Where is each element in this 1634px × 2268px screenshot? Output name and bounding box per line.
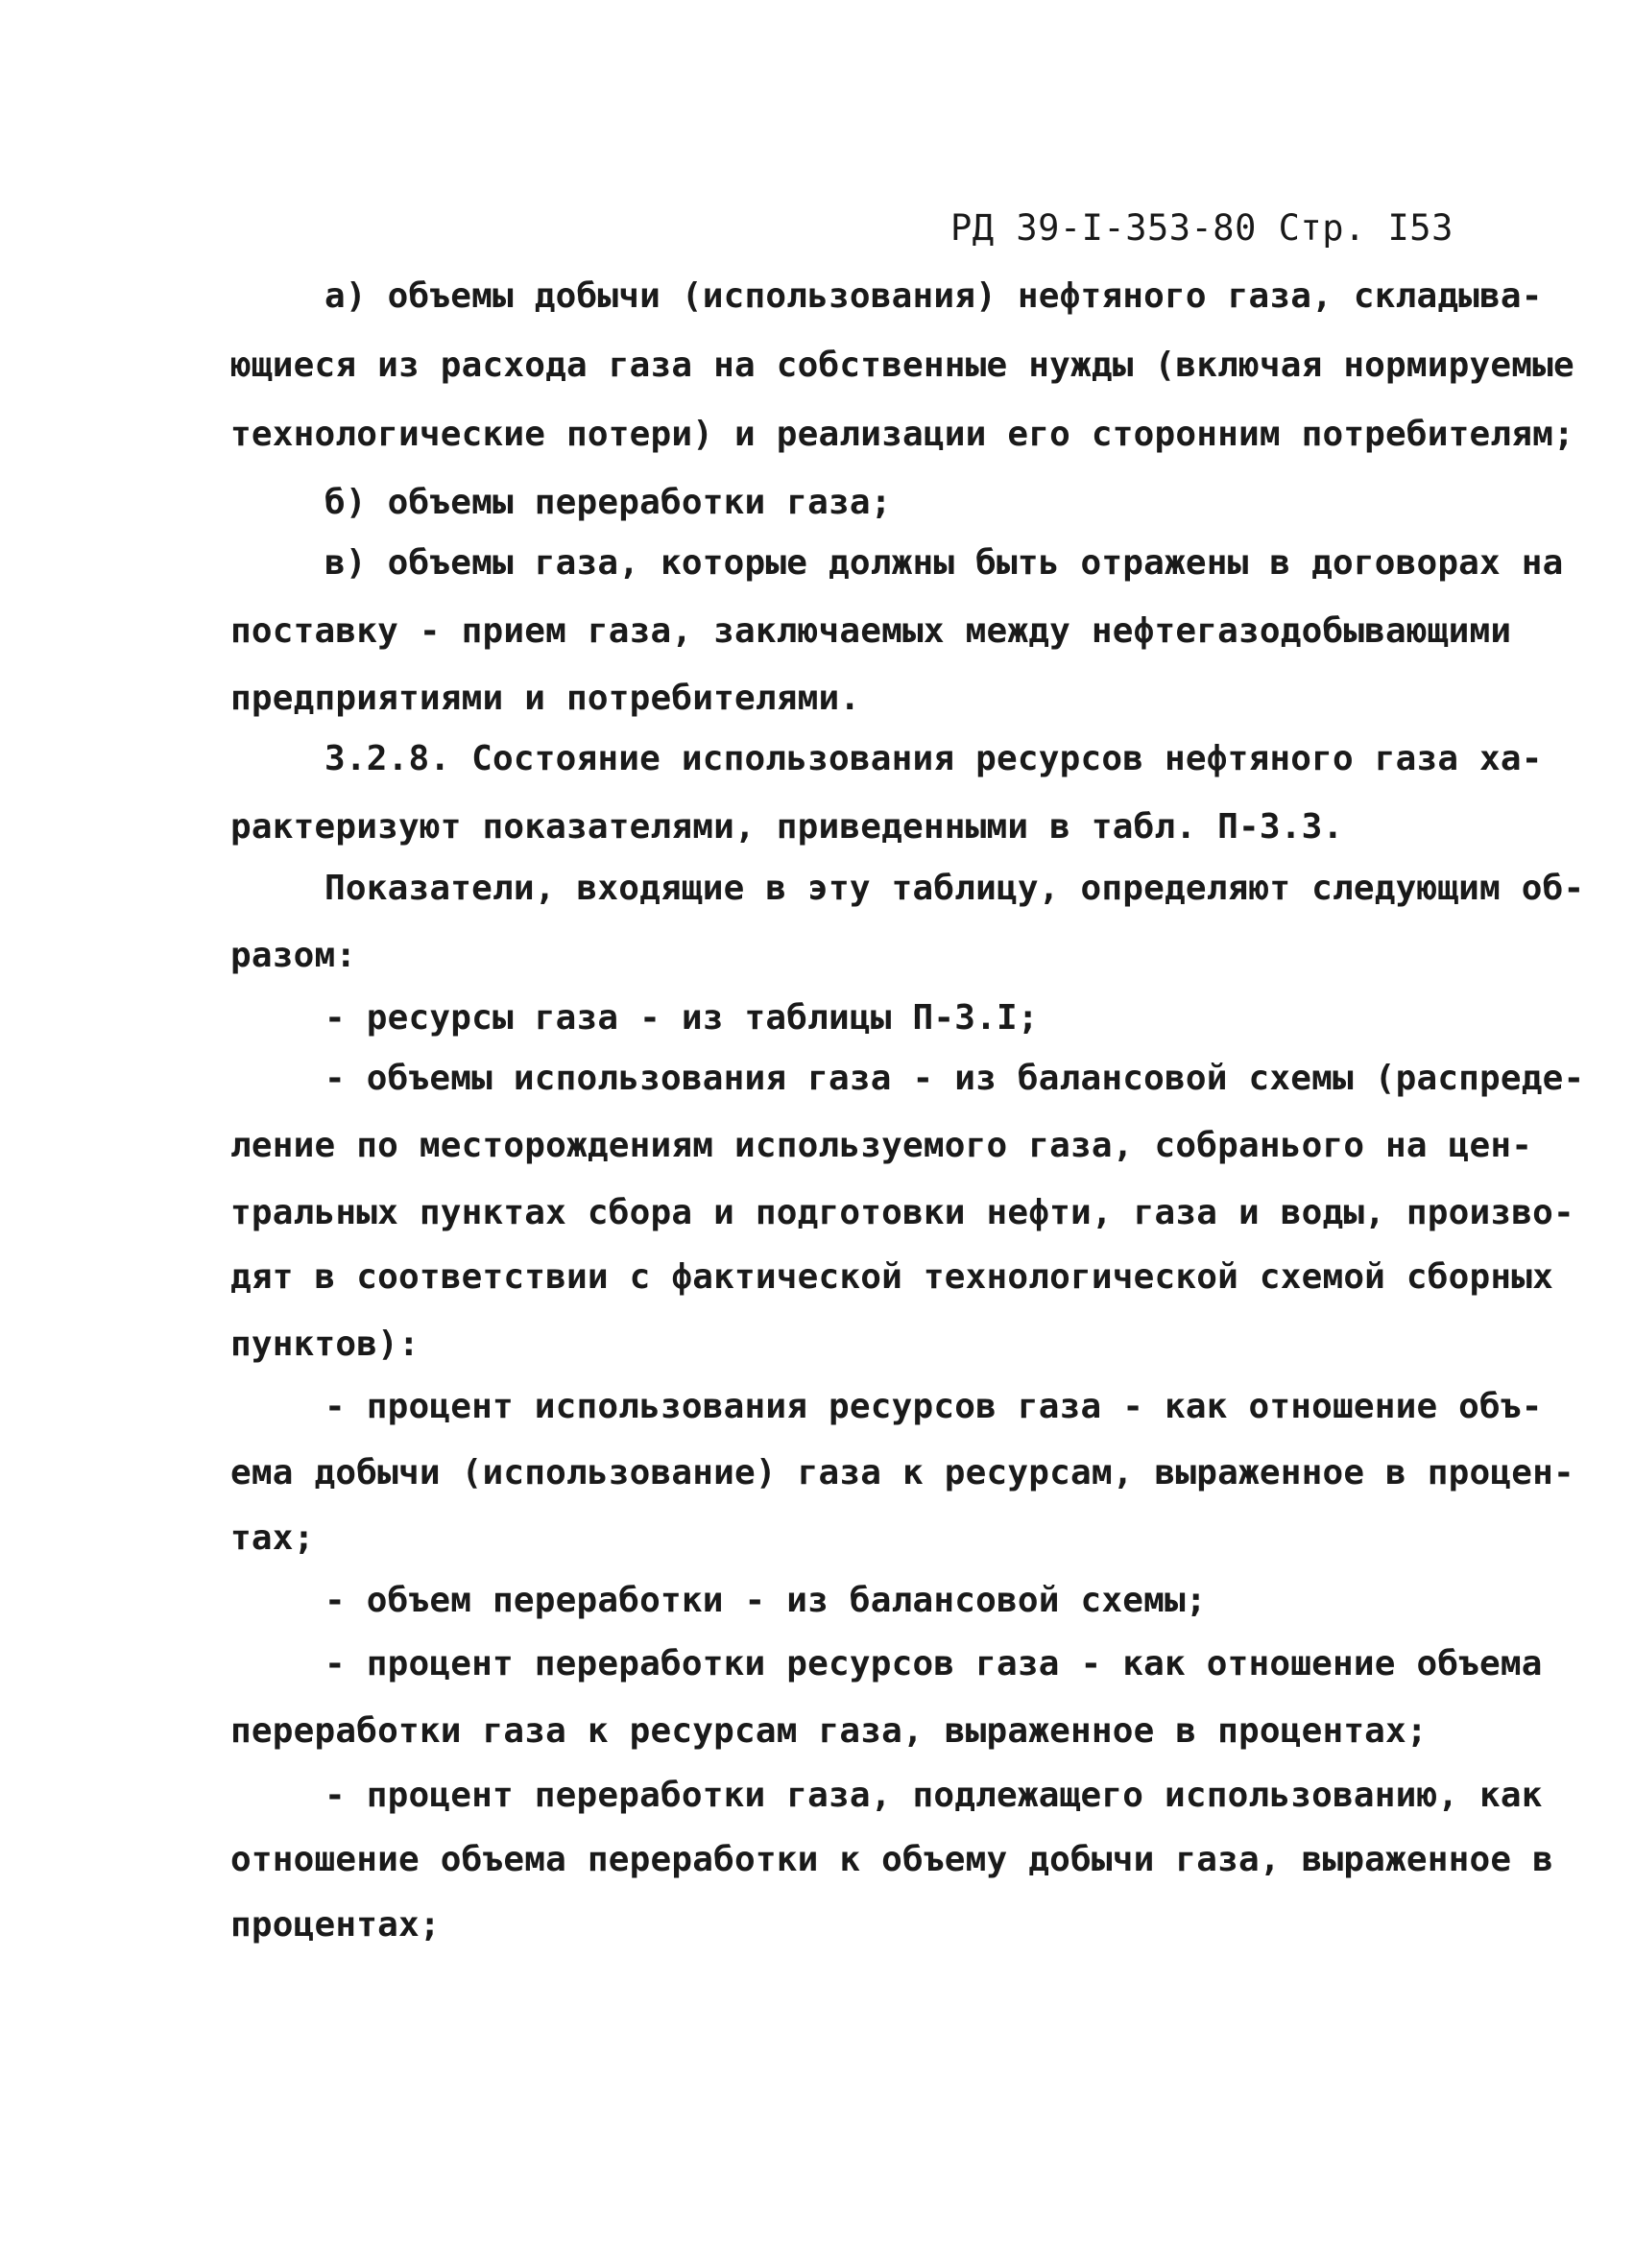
text-line: - объем переработки - из балансовой схемы; [324, 1581, 1207, 1620]
text-line: тральных пунктах сбора и подготовки нефти, газа и воды, произво- [230, 1193, 1574, 1232]
text-line: в) объемы газа, которые должны быть отражены в договорах на [324, 543, 1564, 583]
text-line: технологические потери) и реализации его сторонним потребителям; [230, 415, 1574, 454]
text-line: рактеризуют показателями, приведенными в табл. П-3.3. [230, 807, 1344, 847]
text-line: отношение объема переработки к объему добычи газа, выраженное в [230, 1840, 1554, 1879]
text-line: - объемы использования газа - из балансовой схемы (распреде- [324, 1059, 1585, 1098]
text-line: - процент переработки газа, подлежащего использованию, как [324, 1776, 1543, 1815]
text-line: а) объемы добычи (использования) нефтяного газа, складыва- [324, 276, 1543, 316]
text-line: б) объемы переработки газа; [324, 483, 892, 522]
text-line: процентах; [230, 1905, 441, 1945]
text-line: - ресурсы газа - из таблицы П-3.I; [324, 998, 1039, 1038]
text-line: пунктов): [230, 1325, 420, 1364]
text-line: тах; [230, 1518, 315, 1558]
page-header: РД 39-I-353-80 Стр. I53 [950, 207, 1454, 249]
text-line: Показатели, входящие в эту таблицу, определяют следующим об- [324, 869, 1585, 908]
text-line: - процент переработки ресурсов газа - как отношение объема [324, 1644, 1543, 1683]
text-line: ление по месторождениям используемого газа, собранього на цен- [230, 1126, 1533, 1165]
text-line: - процент использования ресурсов газа - как отношение объ- [324, 1387, 1543, 1426]
text-line: предприятиями и потребителями. [230, 679, 861, 718]
text-line: ема добычи (использование) газа к ресурсам, выраженное в процен- [230, 1453, 1574, 1492]
text-line: переработки газа к ресурсам газа, выраженное в процентах; [230, 1711, 1428, 1751]
text-line: ющиеся из расхода газа на собственные нужды (включая нормируемые [230, 346, 1574, 385]
text-line: 3.2.8. Состояние использования ресурсов нефтяного газа ха- [324, 739, 1543, 778]
text-line: разом: [230, 936, 357, 975]
text-line: дят в соответствии с фактической технологической схемой сборных [230, 1257, 1554, 1297]
text-line: поставку - прием газа, заключаемых между нефтегазодобывающими [230, 611, 1512, 651]
